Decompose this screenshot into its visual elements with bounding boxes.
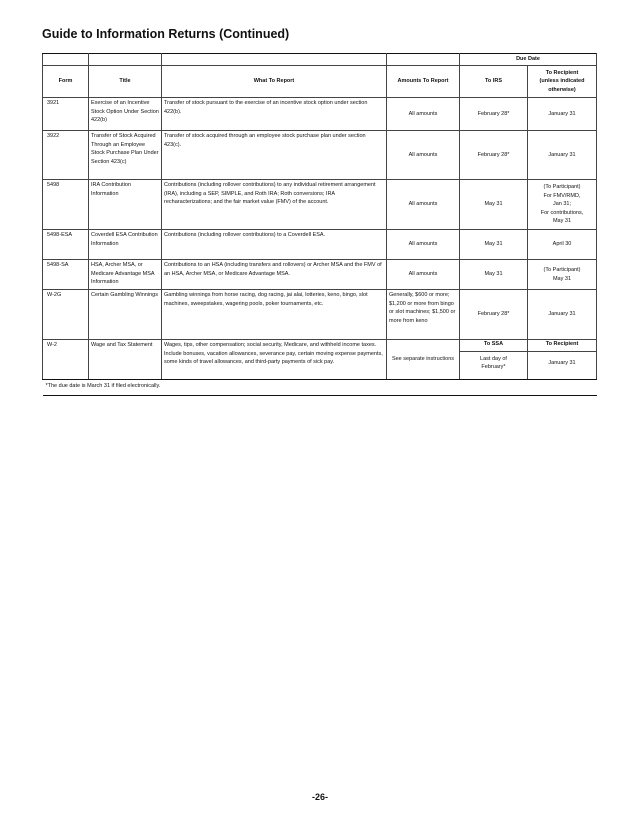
to-ssa-label: To SSA <box>460 340 527 352</box>
page-title: Guide to Information Returns (Continued) <box>42 27 290 41</box>
due-to-irs: February 28* <box>460 290 528 340</box>
what-to-report: Contributions to an HSA (including transfers and rollovers) or Archer MSA and the FMV of an HSA, Archer MSA, or Medicare Advantage MSA. <box>162 260 387 290</box>
header-due-date: Due Date <box>460 54 597 66</box>
due-to-irs: May 31 <box>460 180 528 230</box>
header-row-due-date <box>43 54 597 66</box>
form-title: IRA Contribution Information <box>89 180 162 230</box>
header-spacer <box>387 54 460 66</box>
due-to-irs: February 28* <box>460 98 528 131</box>
information-returns-table <box>42 53 597 396</box>
table-row-w2 <box>43 340 597 380</box>
form-title: Certain Gambling Winnings <box>89 290 162 340</box>
header-row <box>43 66 597 98</box>
amounts-to-report: All amounts <box>387 260 460 290</box>
due-to-ssa: Last day of February* <box>480 355 507 371</box>
form-title: Wage and Tax Statement <box>89 340 162 380</box>
due-to-recipient: (To Participant) For FMV/RMD, Jan 31; For contributions, May 31 <box>528 180 597 230</box>
form-title: Exercise of an Incentive Stock Option Under Section 422(b) <box>89 98 162 131</box>
w2-recipient-block <box>528 340 596 367</box>
table-row <box>43 180 597 230</box>
what-to-report: Transfer of stock acquired through an employee stock purchase plan under section 423(c). <box>162 131 387 180</box>
what-to-report: Wages, tips, other compensation; social security, Medicare, and withheld income taxes. Include bonuses, vacation allowances, severance pay, certain moving expense payments, some kinds of travel allowances, and third-party payments of sick pay. <box>162 340 387 380</box>
to-recipient-label: To Recipient <box>528 340 596 352</box>
header-what-to-report: What To Report <box>162 66 387 98</box>
form-number: 5498 <box>43 180 89 230</box>
header-spacer <box>162 54 387 66</box>
due-to-irs: February 28* <box>460 131 528 180</box>
form-number: 5498-SA <box>43 260 89 290</box>
header-form: Form <box>43 66 89 98</box>
table-row <box>43 230 597 260</box>
footnote-row <box>43 380 597 396</box>
form-number: 5498-ESA <box>43 230 89 260</box>
due-to-recipient: April 30 <box>528 230 597 260</box>
form-number: 3922 <box>43 131 89 180</box>
w2-ssa-block <box>460 340 527 372</box>
amounts-to-report: All amounts <box>387 98 460 131</box>
table-row <box>43 260 597 290</box>
table-row <box>43 290 597 340</box>
what-to-report: Transfer of stock pursuant to the exercise of an incentive stock option under section 422(b). <box>162 98 387 131</box>
due-to-recipient: (To Participant) May 31 <box>528 260 597 290</box>
due-to-recipient: January 31 <box>548 359 576 366</box>
w2-recipient-cell <box>528 340 597 380</box>
header-to-irs: To IRS <box>460 66 528 98</box>
header-spacer <box>43 54 89 66</box>
form-title: HSA, Archer MSA, or Medicare Advantage MSA Information <box>89 260 162 290</box>
amounts-to-report: Generally, $600 or more; $1,200 or more from bingo or slot machines; $1,500 or more from keno <box>387 290 460 340</box>
w2-ssa-cell <box>460 340 528 380</box>
header-title: Title <box>89 66 162 98</box>
due-to-irs: May 31 <box>460 260 528 290</box>
header-spacer <box>89 54 162 66</box>
table-row <box>43 131 597 180</box>
header-to-recipient: To Recipient (unless indicated otherwise) <box>528 66 597 98</box>
form-title: Coverdell ESA Contribution Information <box>89 230 162 260</box>
form-number: W-2 <box>43 340 89 380</box>
due-to-recipient: January 31 <box>528 98 597 131</box>
amounts-to-report: All amounts <box>387 180 460 230</box>
what-to-report: Contributions (including rollover contributions) to a Coverdell ESA. <box>162 230 387 260</box>
amounts-to-report: All amounts <box>387 230 460 260</box>
what-to-report: Contributions (including rollover contributions) to any individual retirement arrangement (IRA), including a SEP, SIMPLE, and Roth IRA; Roth conversions; IRA recharacterizations; and the fair market value (FMV) of the account. <box>162 180 387 230</box>
what-to-report: Gambling winnings from horse racing, dog racing, jai alai, lotteries, keno, bingo, slot machines, sweepstakes, wagering pools, poker tournaments, etc. <box>162 290 387 340</box>
header-amounts-to-report: Amounts To Report <box>387 66 460 98</box>
form-number: 3921 <box>43 98 89 131</box>
table-row <box>43 98 597 131</box>
amounts-to-report: All amounts <box>387 131 460 180</box>
form-title: Transfer of Stock Acquired Through an Employee Stock Purchase Plan Under Section 423(c) <box>89 131 162 180</box>
form-number: W-2G <box>43 290 89 340</box>
footnote: *The due date is March 31 if filed electronically. <box>43 380 597 396</box>
due-to-recipient: January 31 <box>528 290 597 340</box>
amounts-to-report: See separate instructions <box>387 340 460 380</box>
page-number: -26- <box>311 792 328 802</box>
due-to-irs: May 31 <box>460 230 528 260</box>
due-to-recipient: January 31 <box>528 131 597 180</box>
